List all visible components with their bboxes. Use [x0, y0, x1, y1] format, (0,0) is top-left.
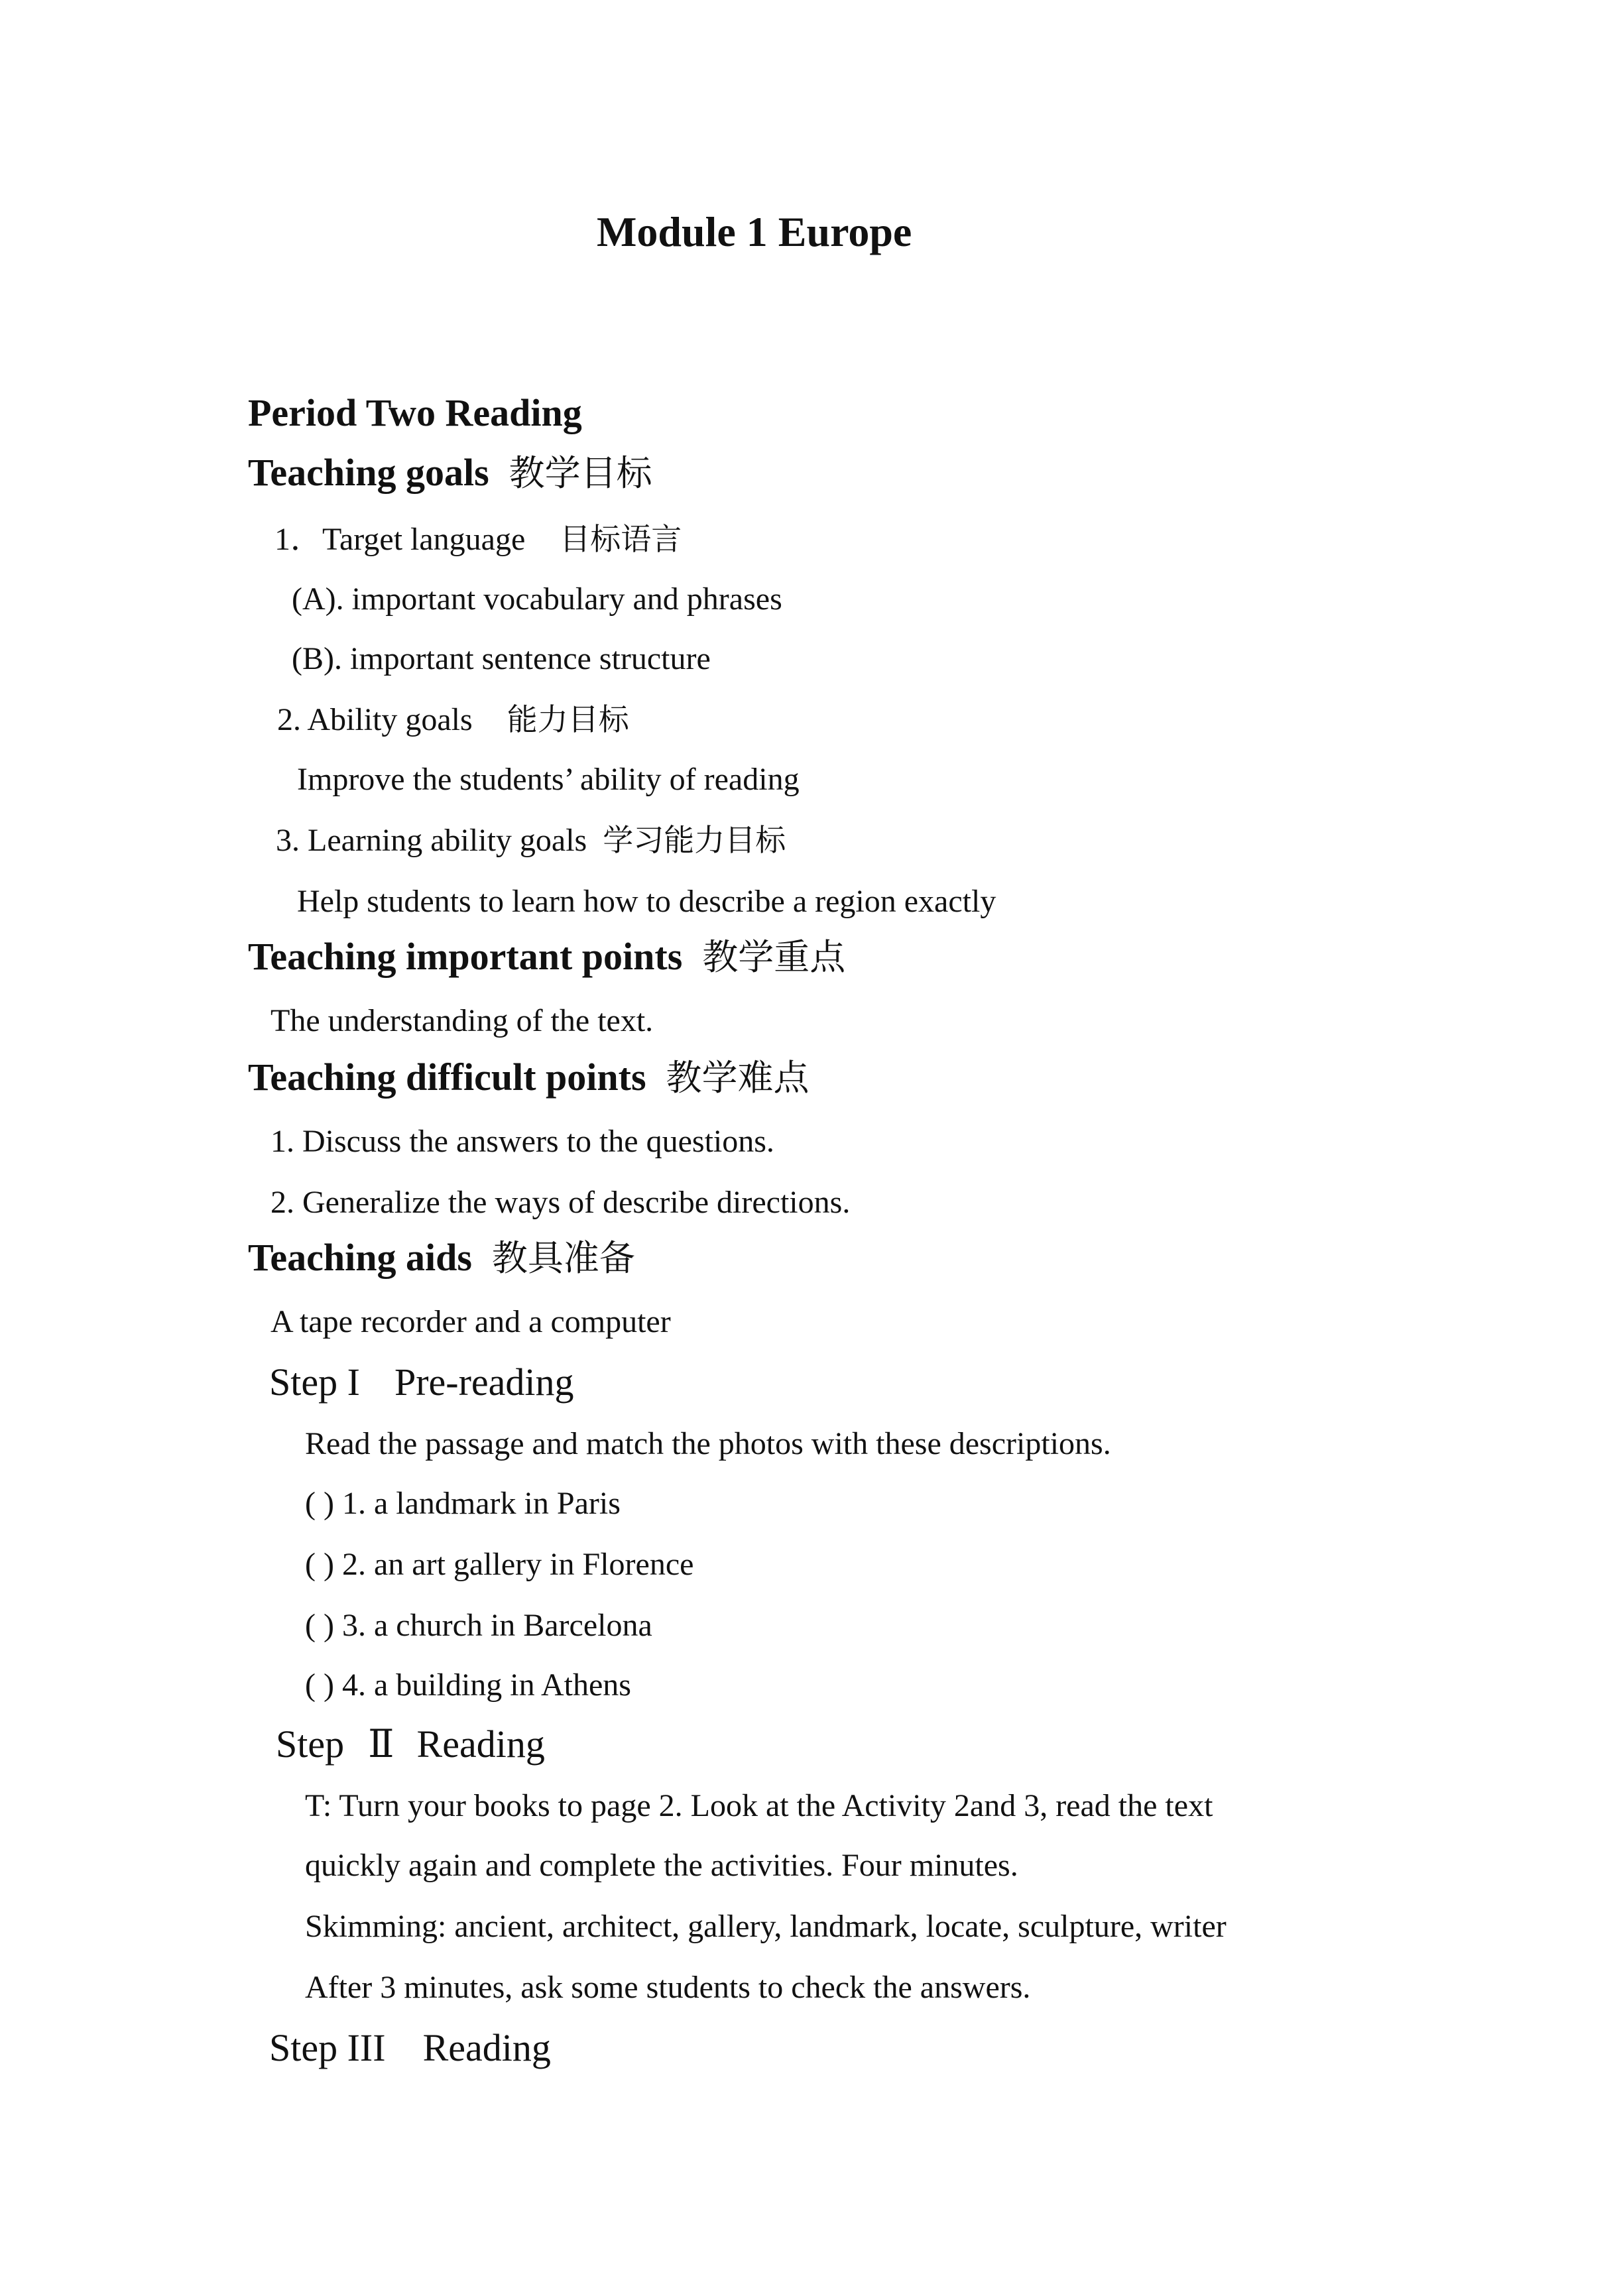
- important-points-heading-en: Teaching important points: [248, 935, 683, 978]
- step-2-name: Reading: [416, 1722, 545, 1766]
- step-2-line-3: Skimming: ancient, architect, gallery, landmark, locate, sculpture, writer: [305, 1909, 1227, 1944]
- goal-item-3-text: 3. Learning ability goals: [276, 823, 587, 858]
- step-1-item-4: ( ) 4. a building in Athens: [305, 1667, 631, 1703]
- step-1-label: Step I: [269, 1360, 360, 1404]
- teaching-aids-text: A tape recorder and a computer: [270, 1304, 671, 1339]
- step-2-line-4: After 3 minutes, ask some students to check the answers.: [305, 1970, 1031, 2005]
- step-2-line-2: quickly again and complete the activities. Four minutes.: [305, 1848, 1018, 1883]
- goal-item-2-cn: 能力目标: [507, 701, 629, 737]
- teaching-aids-heading-en: Teaching aids: [248, 1236, 472, 1279]
- goal-item-2: [277, 701, 629, 737]
- difficult-points-heading: [248, 1058, 810, 1097]
- difficult-point-2: 2. Generalize the ways of describe directions.: [270, 1185, 851, 1220]
- goal-item-1-cn: 目标语言: [560, 521, 682, 557]
- goal-item-3-cn: 学习能力目标: [603, 822, 786, 858]
- teaching-goals-heading: [248, 453, 652, 492]
- difficult-points-heading-cn: 教学难点: [666, 1057, 810, 1099]
- goal-item-1b: (B). important sentence structure: [292, 641, 711, 676]
- difficult-point-1: 1. Discuss the answers to the questions.: [270, 1124, 774, 1159]
- step-2-line-1: T: Turn your books to page 2. Look at the Activity 2and 3, read the text: [305, 1788, 1213, 1823]
- goal-item-1a: (A). important vocabulary and phrases: [292, 581, 782, 617]
- step-1-item-1: ( ) 1. a landmark in Paris: [305, 1486, 621, 1521]
- step-1-name: Pre-reading: [394, 1360, 574, 1404]
- step-1-instruction: Read the passage and match the photos with these descriptions.: [305, 1426, 1111, 1461]
- teaching-aids-heading-cn: 教具准备: [491, 1237, 635, 1279]
- important-points-text: The understanding of the text.: [270, 1003, 654, 1038]
- important-points-heading: [248, 937, 845, 976]
- step-3-label: Step III: [269, 2026, 386, 2069]
- difficult-points-heading-en: Teaching difficult points: [248, 1056, 646, 1099]
- goal-item-2-text: Improve the students’ ability of reading: [297, 762, 800, 797]
- goal-item-1-text: 1．Target language: [274, 522, 526, 557]
- step-3-heading: [269, 2026, 551, 2069]
- step-2-roman: Ⅱ: [368, 1722, 394, 1766]
- step-1-heading: [269, 1360, 574, 1404]
- goal-item-2-text: 2. Ability goals: [277, 702, 473, 737]
- step-3-name: Reading: [422, 2026, 551, 2069]
- goal-item-3: [276, 822, 786, 858]
- important-points-heading-cn: 教学重点: [702, 936, 846, 978]
- goal-item-1: [274, 521, 682, 557]
- document-title: Module 1 Europe: [597, 208, 912, 255]
- goal-item-3-text: Help students to learn how to describe a region exactly: [297, 884, 996, 919]
- teaching-aids-heading: [248, 1236, 635, 1279]
- step-2-heading: [276, 1722, 545, 1766]
- teaching-goals-heading-en: Teaching goals: [248, 451, 489, 494]
- step-1-item-3: ( ) 3. a church in Barcelona: [305, 1608, 652, 1643]
- step-1-item-2: ( ) 2. an art gallery in Florence: [305, 1547, 694, 1582]
- teaching-goals-heading-cn: 教学目标: [509, 452, 652, 494]
- period-heading: Period Two Reading: [248, 391, 582, 434]
- step-2-label: Step: [276, 1722, 345, 1766]
